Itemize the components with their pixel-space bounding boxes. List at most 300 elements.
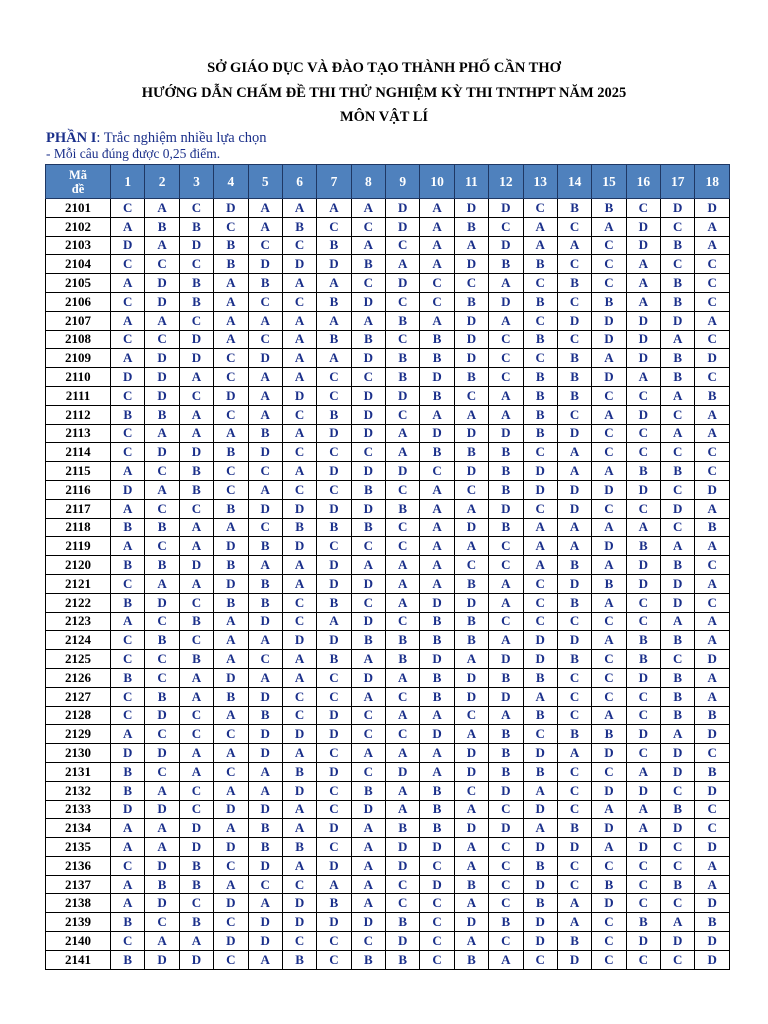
table-row (46, 894, 730, 913)
answer-cell: C (523, 349, 557, 368)
answer-cell: D (695, 480, 730, 499)
answer-cell: D (317, 574, 351, 593)
answer-cell: B (592, 725, 626, 744)
answer-cell: C (626, 950, 660, 969)
answer-cell: A (557, 894, 591, 913)
answer-cell: D (420, 368, 454, 387)
answer-cell: A (248, 894, 282, 913)
answer-cell: C (626, 386, 660, 405)
answer-cell: D (557, 950, 591, 969)
answer-cell: D (695, 838, 730, 857)
table-row (46, 913, 730, 932)
answer-cell: A (351, 744, 385, 763)
answer-cell: B (179, 875, 213, 894)
answer-cell: B (592, 574, 626, 593)
answer-cell: A (386, 255, 420, 274)
answer-cell: C (489, 838, 523, 857)
answer-cell: D (386, 856, 420, 875)
answer-cell: B (179, 274, 213, 293)
answer-cell: D (661, 762, 695, 781)
answer-cell: C (420, 913, 454, 932)
answer-cell: C (592, 856, 626, 875)
table-row (46, 574, 730, 593)
answer-cell: A (695, 631, 730, 650)
answer-cell: A (557, 236, 591, 255)
answer-cell: D (592, 537, 626, 556)
answer-cell: D (214, 386, 248, 405)
answer-cell: C (695, 593, 730, 612)
answer-cell: A (454, 894, 488, 913)
answer-cell: C (557, 762, 591, 781)
answer-cell: C (489, 932, 523, 951)
answer-cell: C (145, 537, 179, 556)
table-row (46, 762, 730, 781)
exam-code-cell: 2102 (46, 217, 111, 236)
exam-code-cell: 2120 (46, 556, 111, 575)
answer-cell: C (489, 800, 523, 819)
answer-cell: C (592, 274, 626, 293)
answer-cell: B (523, 330, 557, 349)
answer-cell: A (282, 650, 316, 669)
answer-cell: B (661, 687, 695, 706)
answer-cell: B (145, 405, 179, 424)
answer-cell: D (695, 894, 730, 913)
answer-cell: D (179, 330, 213, 349)
answer-cell: B (661, 631, 695, 650)
answer-cell: A (111, 274, 145, 293)
answer-cell: D (214, 199, 248, 218)
answer-cell: C (489, 217, 523, 236)
answer-cell: A (626, 762, 660, 781)
table-row (46, 781, 730, 800)
exam-code-cell: 2139 (46, 913, 111, 932)
answer-cell: B (557, 386, 591, 405)
answer-cell: B (282, 762, 316, 781)
answer-cell: C (179, 199, 213, 218)
table-row (46, 612, 730, 631)
answer-cell: C (661, 255, 695, 274)
answer-cell: C (592, 913, 626, 932)
answer-cell: B (661, 462, 695, 481)
answer-cell: C (661, 856, 695, 875)
answer-cell: A (454, 932, 488, 951)
answer-cell: D (661, 199, 695, 218)
answer-cell: B (111, 913, 145, 932)
answer-cell: A (248, 556, 282, 575)
answer-cell: C (214, 462, 248, 481)
answer-cell: D (179, 443, 213, 462)
exam-code-cell: 2110 (46, 368, 111, 387)
answer-cell: B (248, 424, 282, 443)
table-row (46, 800, 730, 819)
answer-cell: B (386, 499, 420, 518)
exam-code-cell: 2131 (46, 762, 111, 781)
answer-cell: D (454, 462, 488, 481)
answer-cell: B (179, 462, 213, 481)
answer-cell: D (282, 499, 316, 518)
answer-cell: B (489, 744, 523, 763)
answer-cell: B (489, 255, 523, 274)
answer-cell: C (386, 612, 420, 631)
answer-cell: C (282, 706, 316, 725)
answer-cell: B (420, 668, 454, 687)
answer-cell: D (489, 424, 523, 443)
answer-cell: D (454, 913, 488, 932)
answer-cell: B (111, 518, 145, 537)
answer-cell: D (145, 894, 179, 913)
answer-cell: D (214, 574, 248, 593)
answer-cell: A (557, 518, 591, 537)
answer-cell: D (317, 725, 351, 744)
answer-cell: B (420, 443, 454, 462)
answer-cell: D (626, 781, 660, 800)
answer-cell: A (282, 668, 316, 687)
answer-cell: C (351, 725, 385, 744)
answer-cell: A (179, 424, 213, 443)
table-row (46, 593, 730, 612)
exam-code-cell: 2133 (46, 800, 111, 819)
answer-cell: A (386, 556, 420, 575)
answer-cell: C (523, 499, 557, 518)
table-row (46, 199, 730, 218)
table-row (46, 217, 730, 236)
question-header-9: 9 (386, 165, 420, 199)
exam-code-cell: 2111 (46, 386, 111, 405)
answer-cell: C (145, 762, 179, 781)
exam-code-cell: 2114 (46, 443, 111, 462)
answer-cell: C (386, 687, 420, 706)
answer-cell: A (489, 405, 523, 424)
answer-cell: A (282, 556, 316, 575)
answer-cell: D (351, 612, 385, 631)
answer-cell: A (214, 744, 248, 763)
answer-cell: D (179, 236, 213, 255)
answer-cell: D (145, 274, 179, 293)
answer-cell: D (386, 274, 420, 293)
answer-cell: C (592, 668, 626, 687)
answer-cell: A (661, 424, 695, 443)
answer-cell: A (626, 800, 660, 819)
answer-cell: A (695, 424, 730, 443)
answer-cell: D (145, 744, 179, 763)
question-header-12: 12 (489, 165, 523, 199)
answer-cell: D (420, 838, 454, 857)
answer-cell: B (179, 292, 213, 311)
answer-cell: D (592, 311, 626, 330)
answer-cell: D (282, 255, 316, 274)
answer-cell: A (454, 725, 488, 744)
answer-cell: D (248, 443, 282, 462)
answer-cell: B (248, 274, 282, 293)
answer-cell: C (214, 856, 248, 875)
answer-cell: A (248, 311, 282, 330)
table-row (46, 349, 730, 368)
answer-cell: D (282, 386, 316, 405)
answer-cell: B (420, 687, 454, 706)
answer-cell: D (145, 368, 179, 387)
answer-cell: C (386, 518, 420, 537)
answer-cell: C (111, 631, 145, 650)
answer-cell: D (214, 838, 248, 857)
answer-cell: C (214, 217, 248, 236)
answer-cell: D (111, 480, 145, 499)
answer-cell: D (592, 819, 626, 838)
answer-cell: C (454, 706, 488, 725)
answer-cell: C (145, 499, 179, 518)
answer-cell: C (351, 443, 385, 462)
answer-cell: C (351, 932, 385, 951)
answer-cell: B (111, 950, 145, 969)
answer-cell: C (557, 612, 591, 631)
question-header-1: 1 (111, 165, 145, 199)
answer-cell: C (626, 744, 660, 763)
answer-cell: A (179, 574, 213, 593)
answer-cell: C (351, 762, 385, 781)
answer-cell: A (420, 199, 454, 218)
answer-cell: D (282, 781, 316, 800)
answer-cell: A (111, 819, 145, 838)
answer-cell: A (282, 856, 316, 875)
answer-cell: D (557, 838, 591, 857)
answer-cell: A (282, 311, 316, 330)
answer-cell: C (282, 292, 316, 311)
answer-cell: A (557, 744, 591, 763)
answer-cell: B (592, 875, 626, 894)
answer-cell: B (145, 687, 179, 706)
answer-cell: A (386, 744, 420, 763)
answer-cell: D (661, 744, 695, 763)
answer-cell: B (454, 574, 488, 593)
answer-cell: B (661, 274, 695, 293)
exam-code-cell: 2106 (46, 292, 111, 311)
answer-cell: A (111, 875, 145, 894)
answer-cell: A (489, 950, 523, 969)
answer-cell: C (179, 781, 213, 800)
answer-cell: C (661, 518, 695, 537)
answer-cell: A (523, 781, 557, 800)
answer-cell: C (523, 574, 557, 593)
answer-cell: D (454, 311, 488, 330)
answer-cell: B (523, 894, 557, 913)
exam-code-cell: 2115 (46, 462, 111, 481)
answer-cell: A (592, 593, 626, 612)
answer-cell: A (111, 499, 145, 518)
table-row (46, 462, 730, 481)
answer-cell: D (317, 913, 351, 932)
answer-cell: B (145, 518, 179, 537)
answer-cell: A (420, 762, 454, 781)
table-row (46, 292, 730, 311)
answer-cell: C (179, 894, 213, 913)
answer-cell: C (179, 725, 213, 744)
answer-cell: B (661, 800, 695, 819)
answer-cell: C (111, 574, 145, 593)
answer-cell: D (523, 480, 557, 499)
answer-cell: B (626, 631, 660, 650)
answer-cell: B (626, 650, 660, 669)
answer-cell: B (695, 913, 730, 932)
answer-cell: A (111, 725, 145, 744)
answer-cell: A (179, 518, 213, 537)
answer-cell: D (523, 631, 557, 650)
answer-cell: B (351, 950, 385, 969)
answer-cell: B (111, 556, 145, 575)
answer-cell: C (248, 236, 282, 255)
answer-cell: D (626, 236, 660, 255)
answer-cell: B (695, 386, 730, 405)
answer-cell: C (317, 781, 351, 800)
answer-cell: D (626, 311, 660, 330)
answer-cell: B (626, 537, 660, 556)
answer-cell: D (626, 217, 660, 236)
table-row (46, 725, 730, 744)
answer-cell: A (214, 330, 248, 349)
answer-cell: A (214, 518, 248, 537)
answer-cell: B (557, 819, 591, 838)
question-header-11: 11 (454, 165, 488, 199)
answer-cell: C (420, 894, 454, 913)
answer-cell: D (145, 349, 179, 368)
table-row (46, 631, 730, 650)
answer-cell: A (386, 781, 420, 800)
answer-cell: C (248, 518, 282, 537)
table-row (46, 236, 730, 255)
answer-cell: C (145, 462, 179, 481)
exam-code-cell: 2123 (46, 612, 111, 631)
answer-cell: A (111, 537, 145, 556)
answer-cell: D (626, 668, 660, 687)
answer-cell: C (626, 687, 660, 706)
answer-cell: A (661, 725, 695, 744)
answer-cell: C (695, 330, 730, 349)
answer-cell: A (248, 631, 282, 650)
answer-cell: D (661, 593, 695, 612)
answer-cell: C (454, 386, 488, 405)
answer-cell: D (351, 349, 385, 368)
answer-cell: D (626, 574, 660, 593)
answer-cell: C (557, 875, 591, 894)
answer-cell: C (592, 386, 626, 405)
answer-cell: D (351, 405, 385, 424)
answer-cell: A (420, 311, 454, 330)
answer-cell: D (111, 368, 145, 387)
answer-cell: D (454, 819, 488, 838)
answer-cell: C (592, 612, 626, 631)
answer-cell: D (454, 518, 488, 537)
exam-code-cell: 2138 (46, 894, 111, 913)
answer-cell: C (695, 744, 730, 763)
answer-table (45, 164, 730, 970)
answer-cell: A (420, 537, 454, 556)
answer-cell: A (282, 274, 316, 293)
answer-cell: D (695, 725, 730, 744)
answer-cell: D (351, 386, 385, 405)
answer-cell: D (317, 856, 351, 875)
answer-cell: D (145, 443, 179, 462)
answer-cell: D (454, 668, 488, 687)
answer-cell: D (282, 725, 316, 744)
answer-cell: B (214, 255, 248, 274)
answer-cell: D (557, 574, 591, 593)
answer-cell: A (282, 199, 316, 218)
answer-cell: B (351, 518, 385, 537)
answer-cell: A (248, 386, 282, 405)
answer-cell: A (145, 932, 179, 951)
answer-cell: C (317, 744, 351, 763)
answer-cell: B (386, 311, 420, 330)
question-header-15: 15 (592, 165, 626, 199)
answer-cell: B (317, 330, 351, 349)
answer-cell: C (592, 932, 626, 951)
answer-cell: D (454, 199, 488, 218)
answer-cell: C (386, 405, 420, 424)
question-header-13: 13 (523, 165, 557, 199)
answer-cell: C (386, 330, 420, 349)
answer-cell: B (454, 631, 488, 650)
answer-cell: D (248, 255, 282, 274)
answer-cell: A (695, 574, 730, 593)
question-header-14: 14 (557, 165, 591, 199)
table-row (46, 386, 730, 405)
answer-cell: C (179, 593, 213, 612)
answer-cell: D (214, 894, 248, 913)
answer-cell: B (111, 405, 145, 424)
answer-cell: D (317, 255, 351, 274)
answer-cell: B (592, 199, 626, 218)
exam-code-cell: 2109 (46, 349, 111, 368)
answer-cell: A (282, 744, 316, 763)
answer-cell: B (282, 518, 316, 537)
answer-cell: D (489, 650, 523, 669)
answer-cell: C (523, 612, 557, 631)
answer-cell: A (454, 236, 488, 255)
question-header-3: 3 (179, 165, 213, 199)
answer-cell: D (489, 781, 523, 800)
answer-cell: C (179, 386, 213, 405)
answer-cell: A (523, 518, 557, 537)
answer-cell: C (179, 800, 213, 819)
exam-code-cell: 2121 (46, 574, 111, 593)
answer-cell: A (111, 462, 145, 481)
answer-cell: B (523, 762, 557, 781)
answer-cell: A (351, 236, 385, 255)
exam-code-cell: 2134 (46, 819, 111, 838)
answer-cell: B (454, 612, 488, 631)
answer-cell: A (317, 274, 351, 293)
answer-cell: C (317, 687, 351, 706)
answer-cell: A (214, 819, 248, 838)
answer-cell: A (695, 687, 730, 706)
answer-cell: A (695, 856, 730, 875)
answer-cell: D (523, 875, 557, 894)
answer-cell: A (626, 518, 660, 537)
answer-cell: B (282, 838, 316, 857)
answer-cell: B (661, 706, 695, 725)
answer-cell: B (557, 932, 591, 951)
answer-cell: A (351, 556, 385, 575)
answer-cell: B (386, 819, 420, 838)
answer-cell: C (145, 668, 179, 687)
answer-cell: A (592, 462, 626, 481)
answer-cell: A (420, 556, 454, 575)
answer-cell: B (661, 349, 695, 368)
answer-cell: C (282, 612, 316, 631)
answer-cell: B (248, 574, 282, 593)
answer-cell: C (592, 443, 626, 462)
answer-cell: B (695, 762, 730, 781)
answer-cell: C (248, 462, 282, 481)
answer-cell: B (179, 612, 213, 631)
